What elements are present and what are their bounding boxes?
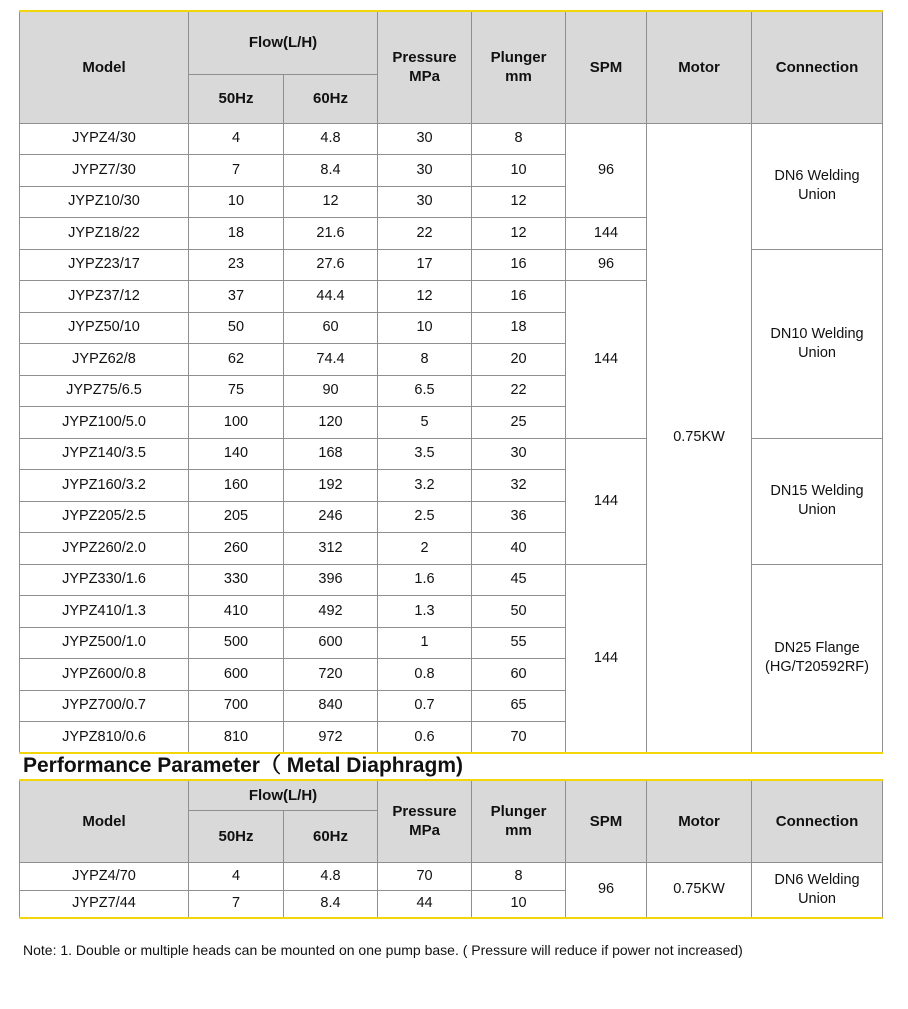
table-row <box>20 123 883 155</box>
cell-flow-60hz: 4.8 <box>284 123 378 155</box>
cell-flow-60hz: 600 <box>284 627 378 659</box>
header-spm: SPM <box>566 780 647 862</box>
cell-connection: DN10 Welding Union <box>752 249 883 438</box>
header-spm: SPM <box>566 11 647 123</box>
cell-plunger: 55 <box>472 627 566 659</box>
cell-flow-50hz: 7 <box>189 890 284 918</box>
header-50hz: 50Hz <box>189 74 284 123</box>
cell-plunger: 10 <box>472 155 566 187</box>
cell-flow-60hz: 312 <box>284 533 378 565</box>
metal-diaphragm-table <box>19 779 883 919</box>
cell-flow-50hz: 500 <box>189 627 284 659</box>
cell-model: JYPZ7/30 <box>20 155 189 187</box>
cell-flow-50hz: 100 <box>189 407 284 439</box>
cell-plunger: 12 <box>472 186 566 218</box>
cell-flow-50hz: 810 <box>189 722 284 754</box>
cell-flow-50hz: 205 <box>189 501 284 533</box>
cell-plunger: 32 <box>472 470 566 502</box>
header-motor: Motor <box>647 780 752 862</box>
cell-flow-60hz: 90 <box>284 375 378 407</box>
cell-plunger: 8 <box>472 123 566 155</box>
cell-pressure: 1.6 <box>378 564 472 596</box>
cell-spm: 96 <box>566 862 647 918</box>
cell-plunger: 50 <box>472 596 566 628</box>
cell-pressure: 8 <box>378 344 472 376</box>
cell-spm: 96 <box>566 123 647 218</box>
cell-flow-50hz: 18 <box>189 218 284 250</box>
cell-flow-60hz: 8.4 <box>284 890 378 918</box>
footnote: Note: 1. Double or multiple heads can be mounted on one pump base. ( Pressure will reduce if power not increased) <box>23 942 743 958</box>
header-motor: Motor <box>647 11 752 123</box>
cell-model: JYPZ410/1.3 <box>20 596 189 628</box>
cell-flow-50hz: 62 <box>189 344 284 376</box>
header-pressure: Pressure MPa <box>378 780 472 862</box>
cell-flow-60hz: 27.6 <box>284 249 378 281</box>
cell-plunger: 45 <box>472 564 566 596</box>
cell-pressure: 17 <box>378 249 472 281</box>
header-60hz: 60Hz <box>284 74 378 123</box>
cell-model: JYPZ4/70 <box>20 862 189 890</box>
header-60hz: 60Hz <box>284 810 378 862</box>
cell-flow-60hz: 4.8 <box>284 862 378 890</box>
cell-model: JYPZ7/44 <box>20 890 189 918</box>
cell-flow-50hz: 160 <box>189 470 284 502</box>
cell-plunger: 36 <box>472 501 566 533</box>
cell-model: JYPZ205/2.5 <box>20 501 189 533</box>
cell-flow-50hz: 23 <box>189 249 284 281</box>
cell-pressure: 12 <box>378 281 472 313</box>
cell-pressure: 1.3 <box>378 596 472 628</box>
cell-plunger: 65 <box>472 690 566 722</box>
cell-pressure: 70 <box>378 862 472 890</box>
cell-pressure: 10 <box>378 312 472 344</box>
header-model: Model <box>20 11 189 123</box>
cell-flow-60hz: 8.4 <box>284 155 378 187</box>
table-row <box>20 862 883 890</box>
cell-pressure: 0.7 <box>378 690 472 722</box>
cell-pressure: 3.5 <box>378 438 472 470</box>
cell-motor: 0.75KW <box>647 123 752 753</box>
cell-pressure: 3.2 <box>378 470 472 502</box>
cell-flow-60hz: 74.4 <box>284 344 378 376</box>
cell-plunger: 16 <box>472 249 566 281</box>
cell-plunger: 60 <box>472 659 566 691</box>
header-flow: Flow(L/H) <box>189 780 378 810</box>
cell-model: JYPZ260/2.0 <box>20 533 189 565</box>
cell-spm: 144 <box>566 438 647 564</box>
header-50hz: 50Hz <box>189 810 284 862</box>
cell-flow-50hz: 410 <box>189 596 284 628</box>
cell-plunger: 16 <box>472 281 566 313</box>
cell-pressure: 30 <box>378 123 472 155</box>
table-row <box>20 249 883 281</box>
cell-flow-50hz: 10 <box>189 186 284 218</box>
cell-model: JYPZ160/3.2 <box>20 470 189 502</box>
cell-model: JYPZ50/10 <box>20 312 189 344</box>
cell-flow-60hz: 720 <box>284 659 378 691</box>
cell-flow-50hz: 140 <box>189 438 284 470</box>
cell-pressure: 0.8 <box>378 659 472 691</box>
cell-model: JYPZ810/0.6 <box>20 722 189 754</box>
cell-flow-60hz: 21.6 <box>284 218 378 250</box>
cell-plunger: 18 <box>472 312 566 344</box>
cell-pressure: 2.5 <box>378 501 472 533</box>
cell-flow-60hz: 396 <box>284 564 378 596</box>
cell-flow-50hz: 330 <box>189 564 284 596</box>
cell-pressure: 30 <box>378 186 472 218</box>
cell-model: JYPZ100/5.0 <box>20 407 189 439</box>
cell-spm: 144 <box>566 281 647 439</box>
cell-flow-60hz: 12 <box>284 186 378 218</box>
cell-pressure: 30 <box>378 155 472 187</box>
cell-connection: DN25 Flange (HG/T20592RF) <box>752 564 883 753</box>
metal-diaphragm-table-body <box>20 862 883 918</box>
cell-plunger: 12 <box>472 218 566 250</box>
cell-plunger: 30 <box>472 438 566 470</box>
cell-connection: DN6 Welding Union <box>752 862 883 918</box>
cell-model: JYPZ18/22 <box>20 218 189 250</box>
header-flow: Flow(L/H) <box>189 11 378 74</box>
header-plunger: Plunger mm <box>472 780 566 862</box>
cell-pressure: 5 <box>378 407 472 439</box>
cell-model: JYPZ62/8 <box>20 344 189 376</box>
cell-plunger: 8 <box>472 862 566 890</box>
cell-flow-60hz: 840 <box>284 690 378 722</box>
cell-pressure: 44 <box>378 890 472 918</box>
cell-flow-50hz: 75 <box>189 375 284 407</box>
cell-flow-60hz: 60 <box>284 312 378 344</box>
cell-model: JYPZ23/17 <box>20 249 189 281</box>
cell-flow-50hz: 260 <box>189 533 284 565</box>
section-title: Performance Parameter（ Metal Diaphragm) <box>23 754 463 777</box>
cell-flow-60hz: 44.4 <box>284 281 378 313</box>
table-row <box>20 438 883 470</box>
cell-flow-50hz: 4 <box>189 862 284 890</box>
header-connection: Connection <box>752 780 883 862</box>
header-plunger: Plunger mm <box>472 11 566 123</box>
cell-model: JYPZ140/3.5 <box>20 438 189 470</box>
cell-flow-60hz: 192 <box>284 470 378 502</box>
cell-plunger: 10 <box>472 890 566 918</box>
cell-flow-60hz: 246 <box>284 501 378 533</box>
cell-flow-50hz: 50 <box>189 312 284 344</box>
cell-plunger: 25 <box>472 407 566 439</box>
cell-motor: 0.75KW <box>647 862 752 918</box>
cell-pressure: 2 <box>378 533 472 565</box>
cell-pressure: 6.5 <box>378 375 472 407</box>
cell-model: JYPZ500/1.0 <box>20 627 189 659</box>
cell-flow-60hz: 120 <box>284 407 378 439</box>
cell-flow-50hz: 700 <box>189 690 284 722</box>
header-model: Model <box>20 780 189 862</box>
cell-flow-50hz: 600 <box>189 659 284 691</box>
cell-pressure: 1 <box>378 627 472 659</box>
cell-plunger: 22 <box>472 375 566 407</box>
cell-model: JYPZ700/0.7 <box>20 690 189 722</box>
cell-flow-50hz: 7 <box>189 155 284 187</box>
table-row <box>20 564 883 596</box>
cell-flow-50hz: 37 <box>189 281 284 313</box>
cell-pressure: 0.6 <box>378 722 472 754</box>
cell-flow-50hz: 4 <box>189 123 284 155</box>
cell-model: JYPZ37/12 <box>20 281 189 313</box>
header-connection: Connection <box>752 11 883 123</box>
cell-spm: 96 <box>566 249 647 281</box>
cell-spm: 144 <box>566 218 647 250</box>
cell-pressure: 22 <box>378 218 472 250</box>
cell-flow-60hz: 492 <box>284 596 378 628</box>
cell-plunger: 40 <box>472 533 566 565</box>
cell-connection: DN15 Welding Union <box>752 438 883 564</box>
cell-plunger: 20 <box>472 344 566 376</box>
cell-flow-60hz: 168 <box>284 438 378 470</box>
cell-flow-60hz: 972 <box>284 722 378 754</box>
cell-model: JYPZ75/6.5 <box>20 375 189 407</box>
cell-connection: DN6 Welding Union <box>752 123 883 249</box>
cell-spm: 144 <box>566 564 647 753</box>
cell-plunger: 70 <box>472 722 566 754</box>
header-pressure: Pressure MPa <box>378 11 472 123</box>
performance-table <box>19 10 883 754</box>
cell-model: JYPZ600/0.8 <box>20 659 189 691</box>
cell-model: JYPZ10/30 <box>20 186 189 218</box>
cell-model: JYPZ330/1.6 <box>20 564 189 596</box>
performance-table-body <box>20 123 883 753</box>
cell-model: JYPZ4/30 <box>20 123 189 155</box>
